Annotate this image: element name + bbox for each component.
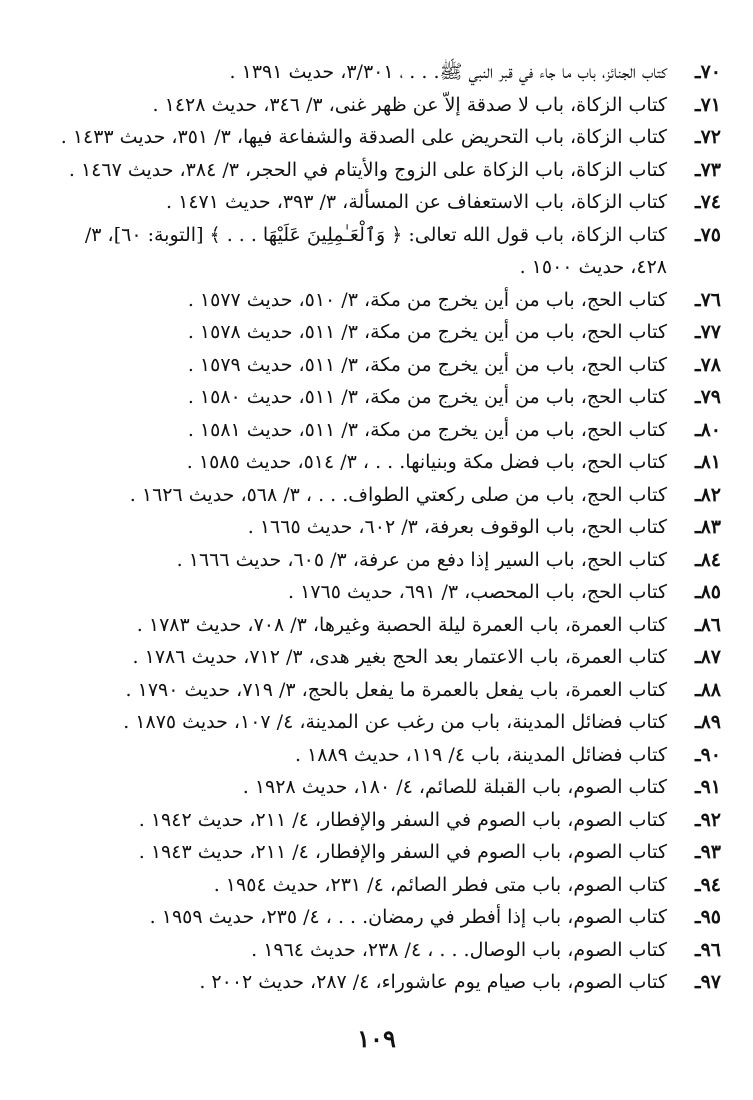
entry-number: ٨٦ـ bbox=[695, 613, 721, 636]
entry-text: كتاب الحج، باب المحصب، ٣/ ٦٩١، حديث ١٧٦٥ . bbox=[288, 581, 667, 603]
entry-text: كتاب فضائل المدينة، باب من رغب عن المدينة، ٤/ ١٠٧، حديث ١٨٧٥ . bbox=[123, 711, 667, 733]
entry-text: كتاب الزكاة، باب الاستعفاف عن المسألة، ٣/ ٣٩٣، حديث ١٤٧١ . bbox=[166, 191, 667, 213]
entry-number: ٨٢ـ bbox=[695, 483, 721, 506]
entry-text: كتاب الصوم، باب إذا أفطر في رمضان. . . ، ٤/ ٢٣٥، حديث ١٩٥٩ . bbox=[149, 906, 667, 928]
reference-entry bbox=[60, 316, 721, 349]
entry-number: ٩٠ـ bbox=[695, 743, 721, 766]
entry-number: ٧٨ـ bbox=[695, 353, 721, 376]
entry-number: ٧٩ـ bbox=[695, 386, 721, 408]
reference-entry bbox=[60, 706, 721, 739]
entry-text: كتاب الزكاة، باب التحريض على الصدقة والشفاعة فيها، ٣/ ٣٥١، حديث ١٤٣٣ . bbox=[60, 126, 667, 148]
entry-number: ٩٣ـ bbox=[695, 841, 721, 863]
reference-entry bbox=[60, 56, 721, 89]
reference-entry bbox=[60, 641, 721, 674]
reference-entry bbox=[60, 739, 721, 772]
entry-text: كتاب الصوم، باب متى فطر الصائم، ٤/ ٢٣١، حديث ١٩٥٤ . bbox=[213, 873, 667, 896]
entry-text: كتاب العمرة، باب يفعل بالعمرة ما يفعل بالحج، ٣/ ٧١٩، حديث ١٧٩٠ . bbox=[125, 678, 667, 701]
reference-entry bbox=[60, 219, 721, 284]
entry-number: ٨٨ـ bbox=[695, 678, 721, 701]
reference-entry bbox=[60, 576, 721, 609]
entry-text: كتاب العمرة، باب العمرة ليلة الحصبة وغيرها، ٣/ ٧٠٨، حديث ١٧٨٣ . bbox=[136, 613, 667, 636]
entry-number: ٨٧ـ bbox=[695, 646, 721, 668]
entry-text: كتاب الحج، باب من أين يخرج من مكة، ٣/ ٥١١، حديث ١٥٧٩ . bbox=[187, 353, 667, 376]
entry-number: ٩١ـ bbox=[695, 776, 721, 798]
reference-entry bbox=[60, 771, 721, 804]
entry-text: كتاب الصوم، باب صيام يوم عاشوراء، ٤/ ٢٨٧، حديث ٢٠٠٢ . bbox=[199, 971, 667, 993]
page-number: ١٠٩ bbox=[357, 1024, 396, 1053]
entry-number: ٨٣ـ bbox=[695, 516, 721, 538]
entry-number: ٩٧ـ bbox=[695, 971, 721, 993]
entry-text: كتاب الصوم، باب الصوم في السفر والإفطار، ٤/ ٢١١، حديث ١٩٤٣ . bbox=[138, 841, 667, 863]
entry-text: كتاب الزكاة، باب لا صدقة إلاّ عن ظهر غنى، ٣/ ٣٤٦، حديث ١٤٢٨ . bbox=[152, 93, 667, 116]
reference-entry bbox=[60, 544, 721, 577]
entry-number: ٧١ـ bbox=[695, 93, 721, 116]
entry-number: ٨١ـ bbox=[695, 451, 721, 473]
reference-list bbox=[60, 56, 721, 999]
reference-entry bbox=[60, 89, 721, 122]
entry-number: ٨٤ـ bbox=[695, 548, 721, 571]
entry-text: كتاب الصوم، باب الوصال. . . ، ٤/ ٢٣٨، حديث ١٩٦٤ . bbox=[251, 938, 667, 961]
entry-number: ٨٠ـ bbox=[695, 418, 721, 441]
entry-number: ٨٥ـ bbox=[695, 581, 721, 603]
entry-text: كتاب الحج، باب الوقوف بعرفة، ٣/ ٦٠٢، حديث ١٦٦٥ . bbox=[247, 516, 667, 538]
reference-entry bbox=[60, 869, 721, 902]
entry-text: كتاب الجنائز، باب ما جاء في قبر النبي ﷺ. . . ، ٣/٣٠١، حديث ١٣٩١ . bbox=[229, 61, 667, 83]
reference-entry bbox=[60, 381, 721, 414]
reference-entry bbox=[60, 934, 721, 967]
entry-text: كتاب فضائل المدينة، باب ٤/ ١١٩، حديث ١٨٨٩ . bbox=[294, 743, 667, 766]
entry-number: ٩٢ـ bbox=[695, 808, 721, 831]
entry-text: كتاب الحج، باب من صلى ركعتي الطواف. . . ، ٣/ ٥٦٨، حديث ١٦٢٦ . bbox=[129, 483, 667, 506]
entry-text: كتاب الزكاة، باب قول الله تعالى: ﴿ وَٱلْعَـٰمِلِينَ عَلَيْهَا . . . ﴾ [التوبة: ٦٠]، ٣/ ٤٢٨، حديث ١٥٠٠ . bbox=[84, 223, 667, 278]
reference-entry bbox=[60, 804, 721, 837]
reference-entry bbox=[60, 186, 721, 219]
entry-text: كتاب الصوم، باب القبلة للصائم، ٤/ ١٨٠، حديث ١٩٢٨ . bbox=[242, 776, 667, 798]
entry-text: كتاب الحج، باب فضل مكة وبنيانها. . . ، ٣/ ٥١٤، حديث ١٥٨٥ . bbox=[186, 451, 667, 473]
entry-number: ٧٥ـ bbox=[695, 223, 721, 246]
entry-text: كتاب الزكاة، باب الزكاة على الزوج والأيتام في الحجر، ٣/ ٣٨٤، حديث ١٤٦٧ . bbox=[68, 158, 667, 181]
entry-number: ٧٢ـ bbox=[695, 126, 721, 148]
reference-entry bbox=[60, 349, 721, 382]
reference-entry bbox=[60, 121, 721, 154]
entry-number: ٩٥ـ bbox=[695, 906, 721, 928]
entry-number: ٧٠ـ bbox=[695, 61, 721, 83]
reference-entry bbox=[60, 609, 721, 642]
reference-entry bbox=[60, 674, 721, 707]
reference-entry bbox=[60, 836, 721, 869]
entry-text: كتاب العمرة، باب الاعتمار بعد الحج بغير هدى، ٣/ ٧١٢، حديث ١٧٨٦ . bbox=[132, 646, 667, 668]
entry-text: كتاب الحج، باب من أين يخرج من مكة، ٣/ ٥١١، حديث ١٥٧٨ . bbox=[187, 321, 667, 343]
reference-entry bbox=[60, 479, 721, 512]
reference-entry bbox=[60, 154, 721, 187]
reference-entry bbox=[60, 901, 721, 934]
reference-entry bbox=[60, 446, 721, 479]
reference-entry bbox=[60, 966, 721, 999]
entry-text: كتاب الصوم، باب الصوم في السفر والإفطار، ٤/ ٢١١، حديث ١٩٤٢ . bbox=[138, 808, 667, 831]
reference-entry bbox=[60, 284, 721, 317]
entry-text: كتاب الحج، باب من أين يخرج من مكة، ٣/ ٥١٠، حديث ١٥٧٧ . bbox=[187, 288, 667, 311]
entry-text: كتاب الحج، باب السير إذا دفع من عرفة، ٣/ ٦٠٥، حديث ١٦٦٦ . bbox=[176, 548, 667, 571]
reference-entry bbox=[60, 511, 721, 544]
reference-entry bbox=[60, 414, 721, 447]
entry-number: ٩٤ـ bbox=[695, 873, 721, 896]
entry-number: ٧٦ـ bbox=[695, 288, 721, 311]
entry-number: ٧٣ـ bbox=[695, 158, 721, 181]
entry-number: ٧٤ـ bbox=[695, 191, 721, 213]
entry-number: ٩٦ـ bbox=[695, 938, 721, 961]
entry-text: كتاب الحج، باب من أين يخرج من مكة، ٣/ ٥١١، حديث ١٥٨١ . bbox=[187, 418, 667, 441]
entry-text: كتاب الحج، باب من أين يخرج من مكة، ٣/ ٥١١، حديث ١٥٨٠ . bbox=[187, 386, 667, 408]
entry-number: ٧٧ـ bbox=[695, 321, 721, 343]
entry-number: ٨٩ـ bbox=[695, 711, 721, 733]
